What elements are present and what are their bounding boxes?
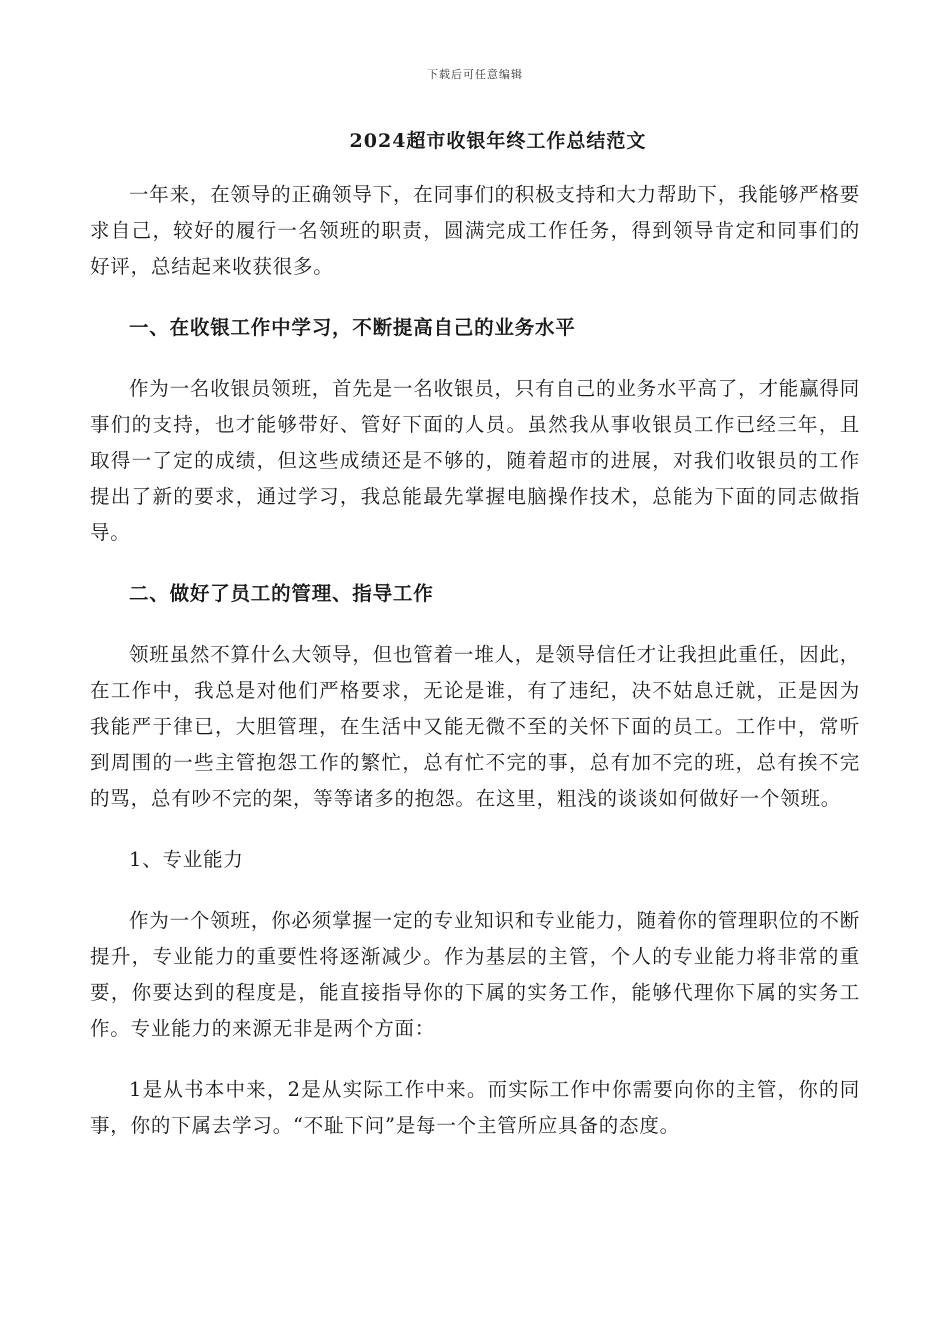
subsection-1-paragraph-2: 1是从书本中来，2是从实际工作中来。而实际工作中你需要向你的主管，你的同事，你的下属去学习。“不耻下问”是每一个主管所应具备的态度。: [90, 1078, 860, 1137]
document-body: [90, 177, 860, 1169]
section-heading-1: 一、在收银工作中学习，不断提高自己的业务水平: [129, 316, 576, 339]
intro-paragraph: 一年来，在领导的正确领导下，在同事们的积极支持和大力帮助下，我能够严格要求自己，较好的履行一名领班的职责，圆满完成工作任务，得到领导肯定和同事们的好评，总结起来收获很多。: [90, 183, 860, 278]
section-2-paragraph: 领班虽然不算什么大领导，但也管着一堆人，是领导信任才让我担此重任，因此，在工作中，我总是对他们严格要求，无论是谁，有了违纪，决不姑息迁就，正是因为我能严于律已，大胆管理，在生活中又能无微不至的关怀下面的员工。工作中，常听到周围的一些主管抱怨工作的繁忙，总有忙不完的事，总有加不完的班，总有挨不完的骂，总有吵不完的架，等等诸多的抱怨。在这里，粗浅的谈谈如何做好一个领班。: [90, 643, 860, 810]
section-heading-2: 二、做好了员工的管理、指导工作: [129, 582, 434, 605]
document-title: 2024超市收银年终工作总结范文: [349, 130, 647, 152]
section-1-paragraph: 作为一名收银员领班，首先是一名收银员，只有自己的业务水平高了，才能赢得同事们的支持，也才能够带好、管好下面的人员。虽然我从事收银员工作已经三年，且取得一了定的成绩，但这些成绩还是不够的，随着超市的进展，对我们收银员的工作提出了新的要求，通过学习，我总能最先掌握电脑操作技术，总能为下面的同志做指导。: [90, 377, 860, 544]
subsection-1-paragraph: 作为一个领班，你必须掌握一定的专业知识和专业能力，随着你的管理职位的不断提升，专业能力的重要性将逐渐减少。作为基层的主管，个人的专业能力将非常的重要，你要达到的程度是，能直接指导你的下属的实务工作，能够代理你下属的实务工作。专业能力的来源无非是两个方面：: [90, 909, 860, 1040]
header-note: 下载后可任意编辑: [427, 68, 523, 81]
subsection-heading-1: 1、专业能力: [129, 848, 244, 871]
